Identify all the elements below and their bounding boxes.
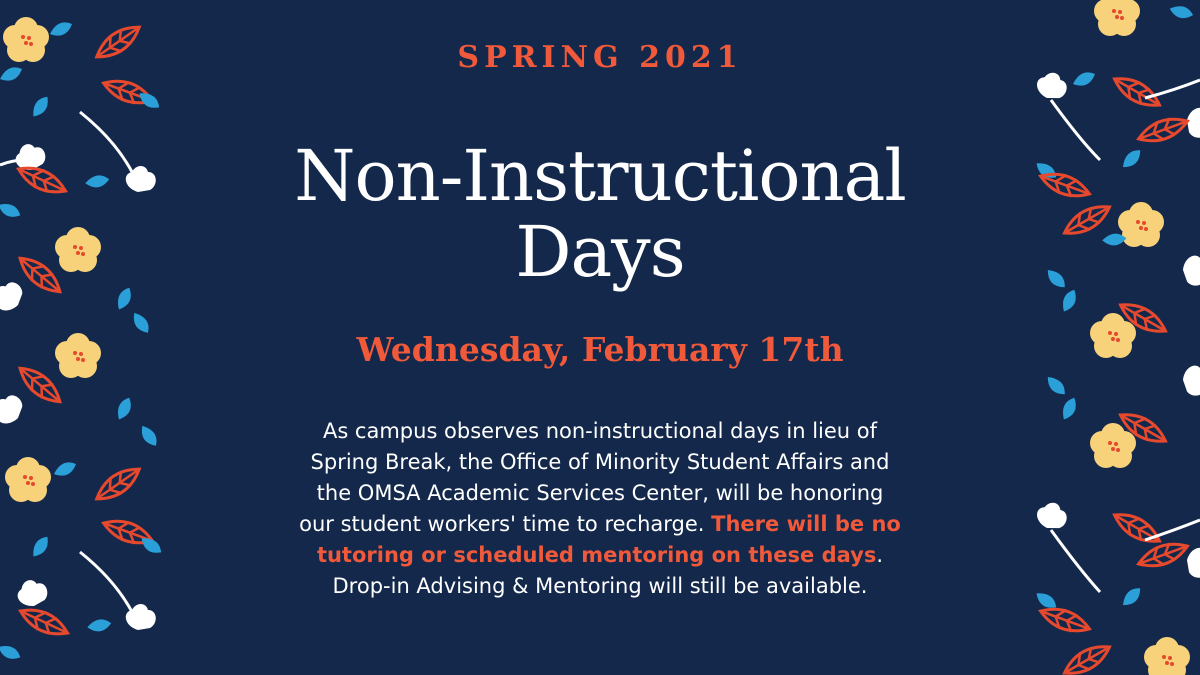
highlight-text-1: There will be no (711, 512, 901, 536)
floral-border-right (1025, 0, 1200, 675)
announcement-body (270, 416, 930, 602)
body-line-5-period: . (876, 543, 884, 567)
page-title (190, 135, 1010, 293)
body-line-1: As campus observes non-instructional days in lieu of (322, 419, 878, 443)
floral-border-left (0, 0, 175, 675)
body-line-4 (270, 509, 930, 540)
body-line-6: Drop-in Advising & Mentoring will still be available. (332, 574, 868, 598)
event-date: Wednesday, February 17th (356, 330, 844, 369)
semester-label: SPRING 2021 (457, 40, 743, 75)
title-line-2: Days (515, 211, 685, 293)
body-line-4-text: our student workers' time to recharge. (299, 512, 712, 536)
highlight-text-2: tutoring or scheduled mentoring on these days (316, 543, 877, 567)
body-line-3: the OMSA Academic Services Center, will be honoring (316, 481, 884, 505)
body-line-5 (270, 540, 930, 571)
title-line-1: Non-Instructional (294, 135, 906, 217)
content-column (190, 0, 1010, 675)
body-line-2: Spring Break, the Office of Minority Student Affairs and (310, 450, 890, 474)
